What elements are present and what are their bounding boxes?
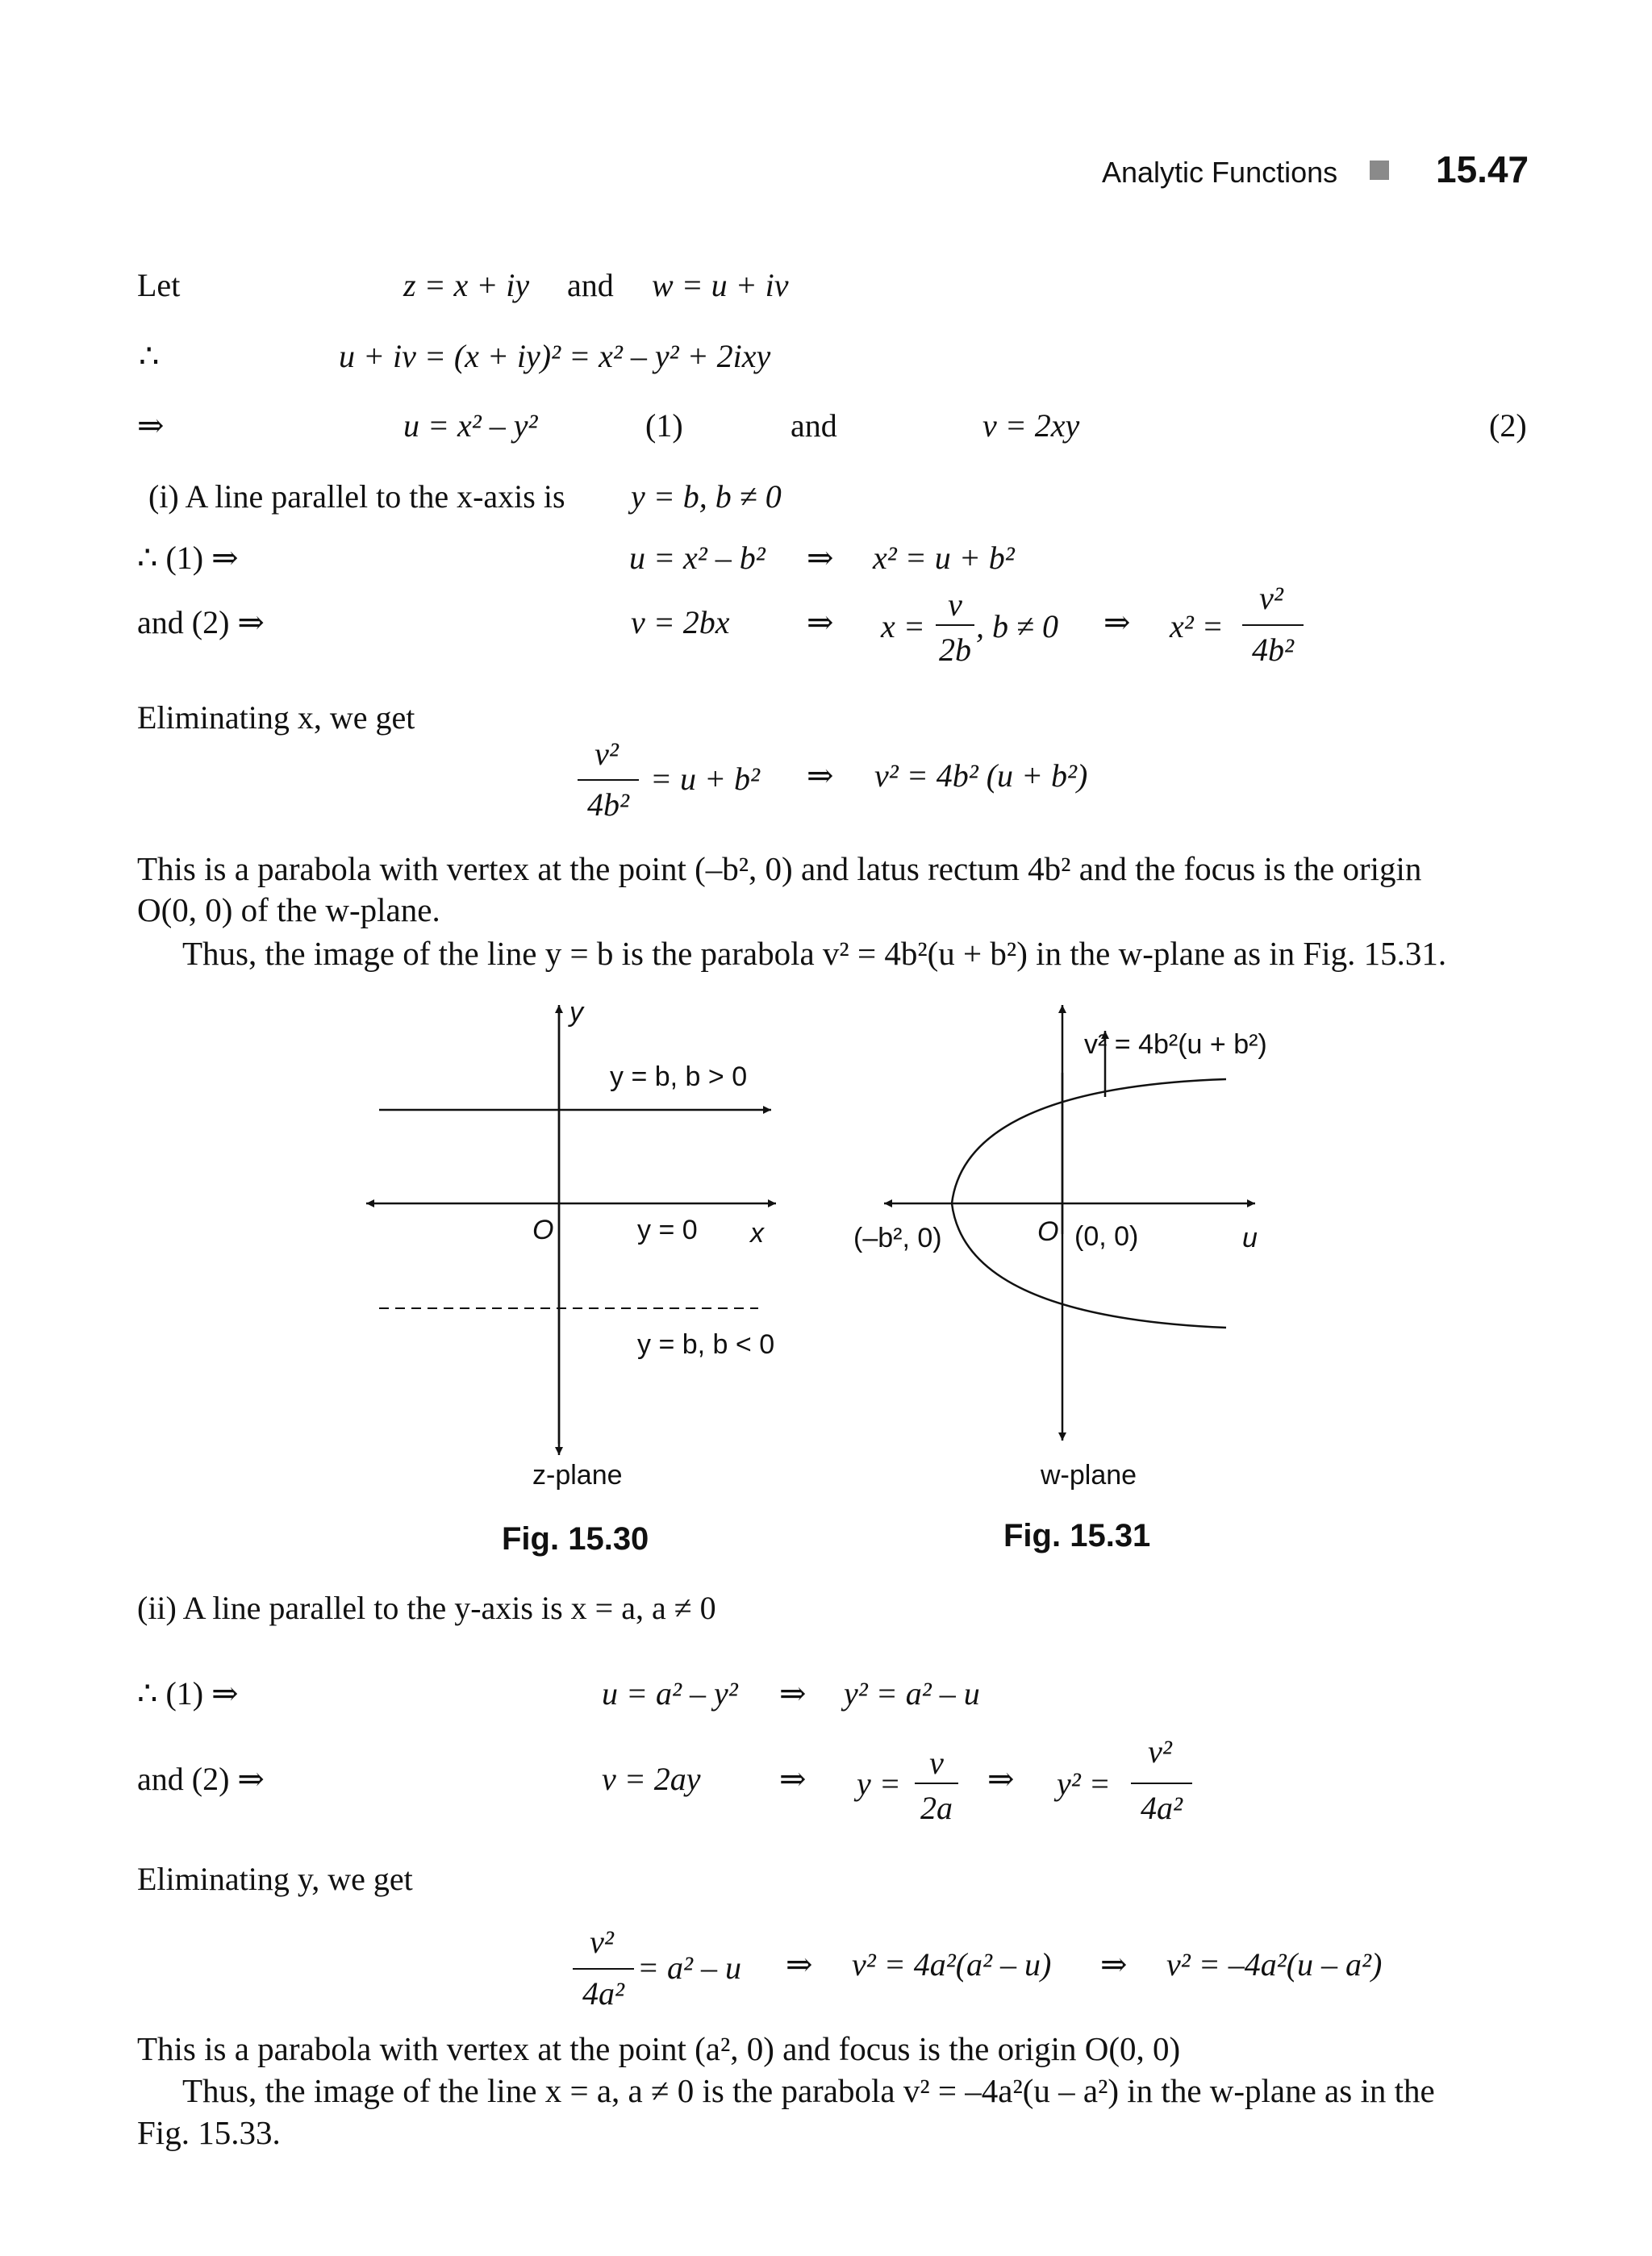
origin-label: O — [532, 1215, 554, 1245]
case-ii-v-equation: v = 2ay — [602, 1761, 701, 1797]
focus-label: (0, 0) — [1074, 1221, 1139, 1252]
case-ii-y-squared: y² = a² – u — [844, 1675, 980, 1712]
label-y-equals-b-positive: y = b, b > 0 — [610, 1061, 748, 1092]
case-ii-row2-lead: and (2) ⇒ — [137, 1761, 265, 1797]
eliminated-rhs: = a² – u — [637, 1950, 741, 1986]
paragraph-line: Thus, the image of the line y = b is the parabola v² = 4b²(u + b²) in the w-plane as in Fig. 15.31. — [182, 935, 1447, 972]
fraction-denominator: 4a² — [582, 1975, 624, 2012]
eq-expansion: u + iv = (x + iy)² = x² – y² + 2ixy — [339, 338, 771, 374]
fraction-numerator: v² — [594, 736, 619, 772]
fraction-bar — [1242, 624, 1304, 626]
implies-symbol: ⇒ — [807, 540, 834, 576]
fraction-numerator: v² — [1148, 1733, 1172, 1770]
implies-symbol: ⇒ — [807, 604, 834, 640]
figure-caption-15-30: Fig. 15.30 — [502, 1521, 649, 1557]
case-i-x-equals: x = — [881, 608, 925, 644]
case-i-v-equation: v = 2bx — [631, 604, 730, 640]
implies-symbol: ⇒ — [779, 1675, 807, 1712]
and-word: and — [791, 407, 837, 444]
label-y-equals-zero: y = 0 — [637, 1215, 698, 1245]
case-i-row2-lead: and (2) ⇒ — [137, 604, 265, 640]
fraction-denominator: 4b² — [587, 786, 629, 823]
w-plane-label: w-plane — [1041, 1460, 1137, 1491]
therefore-symbol: ∴ — [139, 338, 160, 374]
origin-label: O — [1037, 1216, 1059, 1247]
implies-symbol: ⇒ — [1103, 604, 1131, 640]
fraction-denominator: 2a — [920, 1790, 953, 1826]
case-i-x-squared-equals: x² = — [1170, 608, 1224, 644]
case-ii-row1-lead: ∴ (1) ⇒ — [137, 1675, 239, 1712]
page-number: 15.47 — [1436, 148, 1529, 190]
case-i-row1-lead: ∴ (1) ⇒ — [137, 540, 239, 576]
fraction-bar — [578, 779, 639, 781]
intermediate-equation: v² = 4a²(a² – u) — [852, 1946, 1052, 1983]
paragraph-line: Thus, the image of the line x = a, a ≠ 0 is the parabola v² = –4a²(u – a²) in the w-plane as in the — [182, 2072, 1435, 2109]
fraction-bar — [936, 624, 974, 626]
implies-symbol: ⇒ — [786, 1946, 813, 1983]
parabola-equation-label: v² = 4b²(u + b²) — [1084, 1029, 1267, 1060]
fraction-bar — [573, 1968, 634, 1970]
case-i-line-equation: y = b, b ≠ 0 — [631, 478, 782, 515]
implies-symbol: ⇒ — [987, 1761, 1015, 1797]
case-i-b-nonzero: , b ≠ 0 — [976, 608, 1058, 644]
result-parabola-equation: v² = 4b² (u + b²) — [874, 757, 1088, 794]
fraction-denominator: 4a² — [1141, 1790, 1183, 1826]
case-ii-y-squared-equals: y² = — [1057, 1766, 1111, 1802]
implies-symbol: ⇒ — [779, 1761, 807, 1797]
paragraph-line: O(0, 0) of the w-plane. — [137, 891, 440, 928]
implies-symbol: ⇒ — [137, 407, 165, 444]
case-ii-heading: (ii) A line parallel to the y-axis is x = a, a ≠ 0 — [137, 1590, 716, 1626]
equation-number-1: (1) — [645, 407, 683, 444]
fraction-denominator: 4b² — [1252, 632, 1294, 668]
case-ii-u-equation: u = a² – y² — [602, 1675, 738, 1712]
paragraph-line: This is a parabola with vertex at the point (–b², 0) and latus rectum 4b² and the focus is the origin — [137, 850, 1422, 887]
eq-v: v = 2xy — [982, 407, 1080, 444]
figure-caption-15-31: Fig. 15.31 — [1003, 1518, 1151, 1553]
running-header: Analytic Functions — [1102, 156, 1338, 189]
equation-number-2: (2) — [1489, 407, 1527, 444]
paragraph-line: This is a parabola with vertex at the point (a², 0) and focus is the origin O(0, 0) — [137, 2030, 1181, 2067]
result-parabola-equation: v² = –4a²(u – a²) — [1166, 1946, 1383, 1983]
fraction-numerator: v² — [590, 1924, 614, 1960]
implies-symbol: ⇒ — [807, 757, 834, 794]
eliminating-y-text: Eliminating y, we get — [137, 1861, 413, 1897]
and-word: and — [567, 267, 614, 303]
case-i-x-squared: x² = u + b² — [873, 540, 1015, 576]
eliminated-rhs: = u + b² — [650, 761, 760, 797]
fraction-bar — [915, 1783, 958, 1784]
eq-w-definition: w = u + iv — [652, 267, 789, 303]
fraction-denominator: 2b — [939, 632, 971, 668]
vertex-label: (–b², 0) — [853, 1223, 942, 1253]
case-i-heading: (i) A line parallel to the x-axis is — [148, 478, 565, 515]
fraction-numerator: v² — [1259, 580, 1283, 616]
header-square-marker — [1370, 161, 1389, 180]
case-i-u-equation: u = x² – b² — [629, 540, 766, 576]
fraction-bar — [1131, 1783, 1192, 1784]
z-plane-label: z-plane — [532, 1460, 623, 1491]
eliminating-x-text: Eliminating x, we get — [137, 699, 415, 736]
case-ii-y-equals: y = — [857, 1766, 901, 1802]
label-y-equals-b-negative: y = b, b < 0 — [637, 1329, 775, 1360]
x-axis-label: x — [750, 1218, 764, 1249]
eq-u: u = x² – y² — [403, 407, 538, 444]
let-label: Let — [137, 267, 181, 303]
eq-z-definition: z = x + iy — [403, 267, 530, 303]
implies-symbol: ⇒ — [1100, 1946, 1128, 1983]
u-axis-label: u — [1242, 1223, 1258, 1253]
fraction-numerator: v — [948, 586, 962, 623]
paragraph-line: Fig. 15.33. — [137, 2114, 281, 2151]
y-axis-label: y — [569, 997, 583, 1028]
fraction-numerator: v — [929, 1745, 944, 1781]
